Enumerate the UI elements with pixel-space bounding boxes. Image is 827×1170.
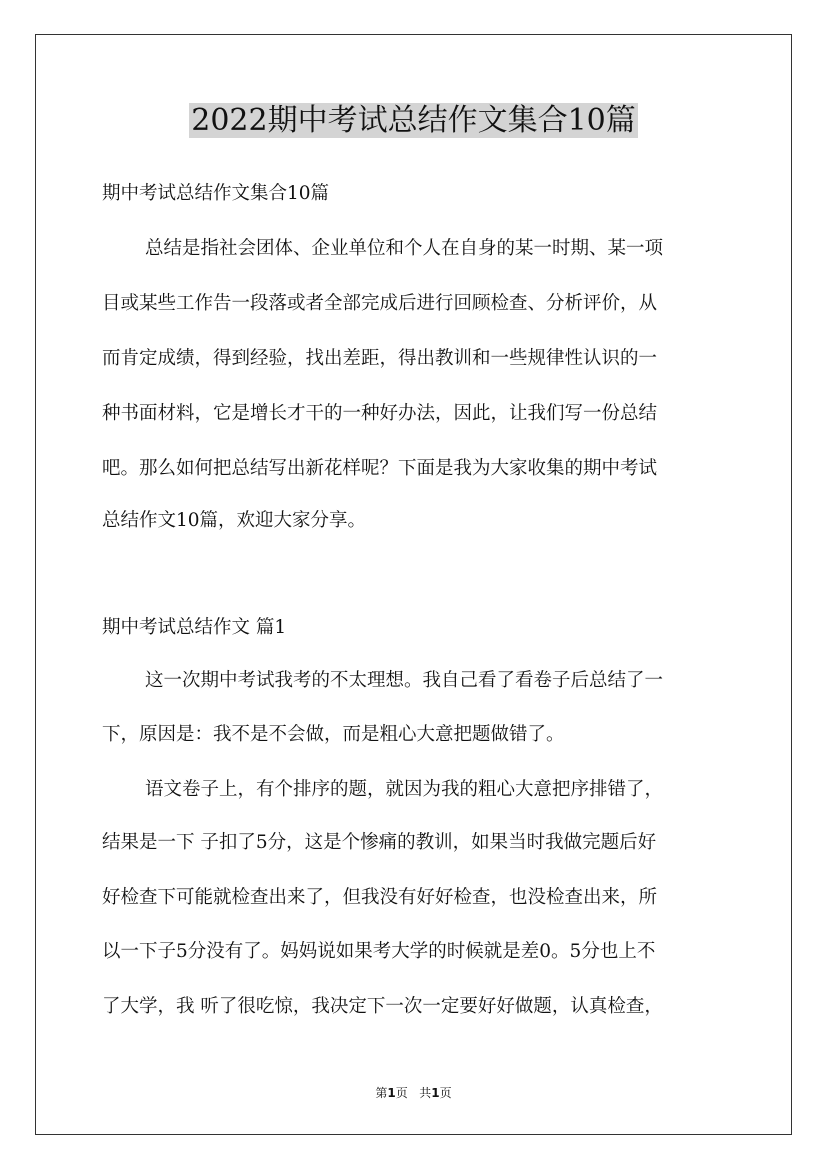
intro-line: 总结作文10篇，欢迎大家分享。 xyxy=(102,510,367,531)
footer-total-prefix: 共 xyxy=(419,1086,432,1100)
intro-line: 总结是指社会团体、企业单位和个人在自身的某一时期、某一项 xyxy=(145,238,664,259)
paragraph-line: 语文卷子上，有个排序的题，就因为我的粗心大意把序排错了， xyxy=(145,779,664,800)
section-heading: 期中考试总结作文 篇1 xyxy=(102,617,287,638)
paragraph-line: 好检查下可能就检查出来了，但我没有好好检查，也没检查出来，所 xyxy=(102,887,658,908)
intro-line: 种书面材料，它是增长才干的一种好办法，因此，让我们写一份总结 xyxy=(102,403,658,424)
document-title xyxy=(0,100,827,142)
footer-total-suffix: 页 xyxy=(439,1086,452,1100)
footer-page-prefix: 第 xyxy=(375,1086,388,1100)
intro-line: 而肯定成绩，得到经验，找出差距，得出教训和一些规律性认识的一 xyxy=(102,348,658,369)
footer-page-suffix: 页 xyxy=(395,1086,408,1100)
paragraph-line: 了大学，我 听了很吃惊，我决定下一次一定要好好做题，认真检查， xyxy=(102,996,663,1017)
paragraph-line: 这一次期中考试我考的不太理想。我自己看了看卷子后总结了一 xyxy=(145,670,664,691)
paragraph-line: 以一下子5分没有了。妈妈说如果考大学的时候就是差0。5分也上不 xyxy=(102,941,656,962)
paragraph-line: 下，原因是：我不是不会做，而是粗心大意把题做错了。 xyxy=(102,724,565,745)
paragraph-line: 结果是一下 子扣了5分，这是个惨痛的教训，如果当时我做完题后好 xyxy=(102,832,657,853)
document-title-text: 2022期中考试总结作文集合10篇 xyxy=(191,103,636,138)
footer-page-current: 1 xyxy=(387,1086,396,1100)
footer-page-total: 1 xyxy=(431,1086,440,1100)
intro-line: 吧。那么如何把总结写出新花样呢？下面是我为大家收集的期中考试 xyxy=(102,458,658,479)
page-footer xyxy=(0,1084,827,1102)
intro-line: 目或某些工作告一段落或者全部完成后进行回顾检查、分析评价，从 xyxy=(102,293,658,314)
document-subtitle: 期中考试总结作文集合10篇 xyxy=(102,183,330,204)
